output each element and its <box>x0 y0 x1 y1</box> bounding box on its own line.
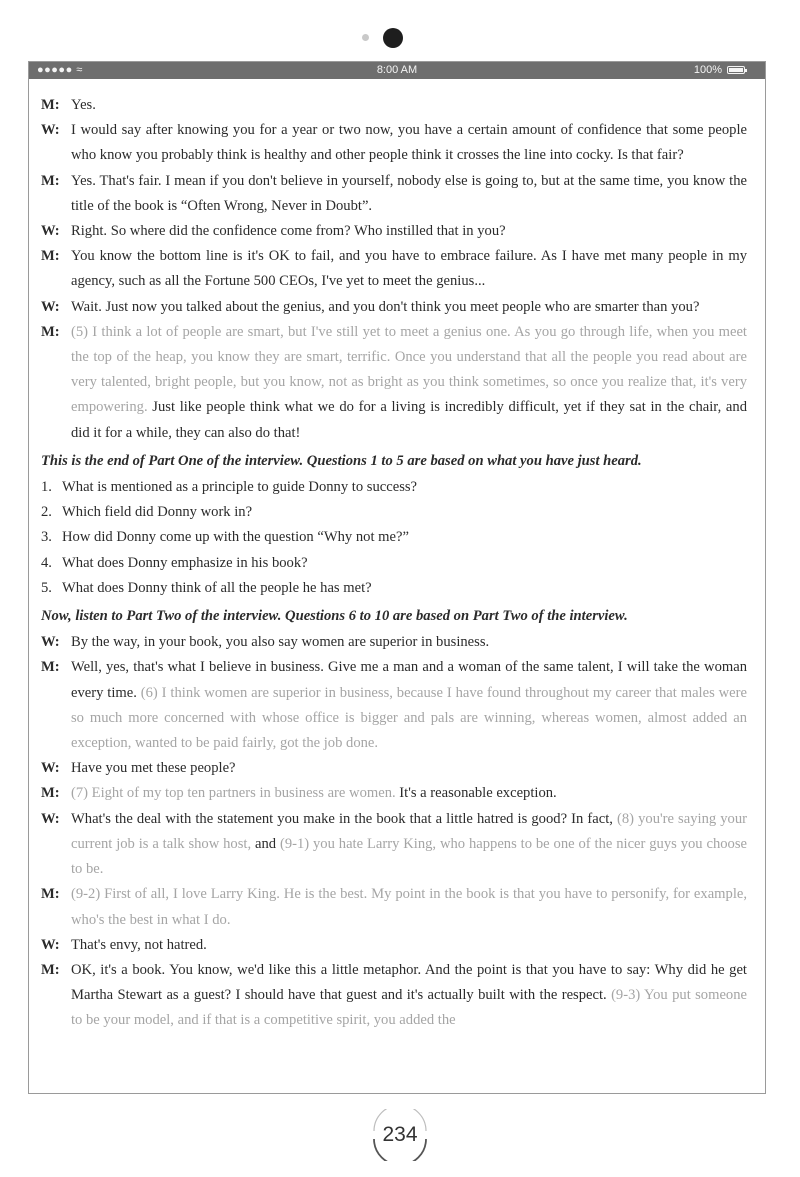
speaker-label: M: <box>41 323 60 340</box>
question-text: What is mentioned as a principle to guide Donny to success? <box>62 479 418 496</box>
answer-highlight-text: (9-3) You put someone to be your model, and if that is a competitive spirit, you added the <box>71 987 747 1029</box>
battery-status <box>694 64 745 76</box>
part-one-instruction: This is the end of Part One of the interview. Questions 1 to 5 are based on what you have just heard. <box>41 452 642 469</box>
question-list <box>41 475 747 601</box>
question-text: How did Donny come up with the question “Why not me?” <box>62 529 409 546</box>
dialogue-line <box>41 807 747 883</box>
speaker-label: W: <box>41 223 60 240</box>
answer-highlight-text: (9-2) First of all, I love Larry King. He is the best. My point in the book is that you have to personify, for example, who's the best in what I do. <box>71 886 747 928</box>
dialogue-line <box>41 320 747 446</box>
question-text: Which field did Donny work in? <box>62 504 253 521</box>
question-number: 3. <box>41 529 52 546</box>
answer-highlight-text: (9-1) you hate Larry King, who happens to be one of the nicer guys you choose to be. <box>71 835 747 878</box>
camera-lens <box>383 28 403 48</box>
question-number: 2. <box>41 504 52 521</box>
speaker-label: M: <box>41 248 60 265</box>
dialogue-text: That's envy, not hatred. <box>71 936 207 953</box>
question-text: What does Donny think of all the people he has met? <box>62 579 372 596</box>
status-time: 8:00 AM <box>376 64 418 76</box>
question-number: 5. <box>41 579 52 596</box>
dialogue-text: What's the deal with the statement you make in the book that a little hatred is good? In fact, <box>71 810 617 827</box>
page-number: 234 <box>382 1123 418 1146</box>
part-two-instruction: Now, listen to Part Two of the interview. Questions 6 to 10 are based on Part Two of the interview. <box>41 608 628 625</box>
dialogue-line <box>41 958 747 1034</box>
dialogue-text: Yes. <box>71 97 96 113</box>
question-item <box>41 551 747 576</box>
battery-percent: 100% <box>693 64 722 76</box>
speaker-label: W: <box>41 936 60 953</box>
question-number: 1. <box>41 479 52 496</box>
speaker-label: M: <box>41 659 60 676</box>
question-text: What does Donny emphasize in his book? <box>62 554 308 571</box>
page-content <box>29 79 765 1034</box>
speaker-label: W: <box>41 634 60 651</box>
question-item <box>41 525 747 550</box>
dialogue-text: Just like people think what we do for a living is incredibly difficult, yet if they sat in the chair, and did it for a while, they can also do that! <box>71 399 747 441</box>
answer-highlight-text: (8) you're saying your current job is a talk show host, <box>71 810 748 852</box>
speaker-label: M: <box>41 172 60 189</box>
tablet-screen <box>28 61 766 1094</box>
dialogue-line <box>41 630 747 655</box>
speaker-label: M: <box>41 961 60 978</box>
dialogue-line <box>41 781 747 806</box>
dialogue-text: Well, yes, that's what I believe in business. Give me a man and a woman of the same talent, I will take the woman every time. <box>71 659 747 701</box>
transcript-part-one <box>41 93 747 446</box>
dialogue-line <box>41 655 747 756</box>
dialogue-line <box>41 933 747 958</box>
speaker-label: M: <box>41 97 60 113</box>
sensor-dot <box>362 34 369 41</box>
dialogue-text: It's a reasonable exception. <box>395 785 557 802</box>
dialogue-line <box>41 169 747 219</box>
dialogue-line <box>41 219 747 244</box>
status-bar <box>29 62 765 79</box>
transcript-part-two <box>41 630 747 1033</box>
speaker-label: W: <box>41 760 60 777</box>
page-number-badge <box>368 1109 432 1161</box>
question-item <box>41 500 747 525</box>
speaker-label: W: <box>41 810 60 827</box>
dialogue-text: Wait. Just now you talked about the genius, and you don't think you meet people who are smarter than you? <box>71 298 700 315</box>
dialogue-line <box>41 244 747 294</box>
battery-icon <box>727 66 745 74</box>
speaker-label: W: <box>41 122 60 139</box>
dialogue-line <box>41 295 747 320</box>
speaker-label: W: <box>41 298 60 315</box>
dialogue-line <box>41 756 747 781</box>
speaker-label: M: <box>41 785 60 802</box>
dialogue-text: I would say after knowing you for a year or two now, you have a certain amount of confidence that some people who know you probably think is healthy and other people think it crosses the line into cocky. Is that fair? <box>71 122 747 164</box>
question-number: 4. <box>41 554 52 571</box>
dialogue-line <box>41 118 747 168</box>
dialogue-text: Yes. That's fair. I mean if you don't believe in yourself, nobody else is going to, but at the same time, you know the title of the book is “Often Wrong, Never in Doubt”. <box>71 172 747 214</box>
dialogue-line <box>41 93 747 118</box>
dialogue-text: Right. So where did the confidence come from? Who instilled that in you? <box>71 223 506 240</box>
answer-highlight-text: (6) I think women are superior in business, because I have found throughout my career that males were so much more concerned with whose office is bigger and pals are winning, whereas women, almost added an exception, wanted to be paid fairly, got the job done. <box>71 684 747 752</box>
question-item <box>41 576 747 601</box>
dialogue-text: By the way, in your book, you also say women are superior in business. <box>71 634 490 651</box>
signal-wifi-indicator: ●●●●● ≈ <box>37 64 83 76</box>
answer-highlight-text: (5) I think a lot of people are smart, but I've still yet to meet a genius one. As you go through life, when you meet the top of the heap, you know they are smart, terrific. Once you understand that all the people you read about are very talented, bright people, but you know, not as bright as you think sometimes, so once you realize that, it's very empowering. <box>71 323 747 416</box>
speaker-label: M: <box>41 886 60 903</box>
dialogue-text: Have you met these people? <box>71 760 236 777</box>
device-camera <box>0 27 800 49</box>
answer-highlight-text: (7) Eight of my top ten partners in business are women. <box>71 785 396 802</box>
dialogue-text: and <box>251 835 280 852</box>
dialogue-text: You know the bottom line is it's OK to fail, and you have to embrace failure. As I have met many people in my agency, such as all the Fortune 500 CEOs, I've yet to meet the genius... <box>71 248 747 290</box>
dialogue-line <box>41 882 747 932</box>
question-item <box>41 475 747 500</box>
dialogue-text: OK, it's a book. You know, we'd like this a little metaphor. And the point is that you have to say: Why did he get Martha Stewart as a guest? I should have that guest and it's actually built with the respect. <box>71 961 747 1004</box>
